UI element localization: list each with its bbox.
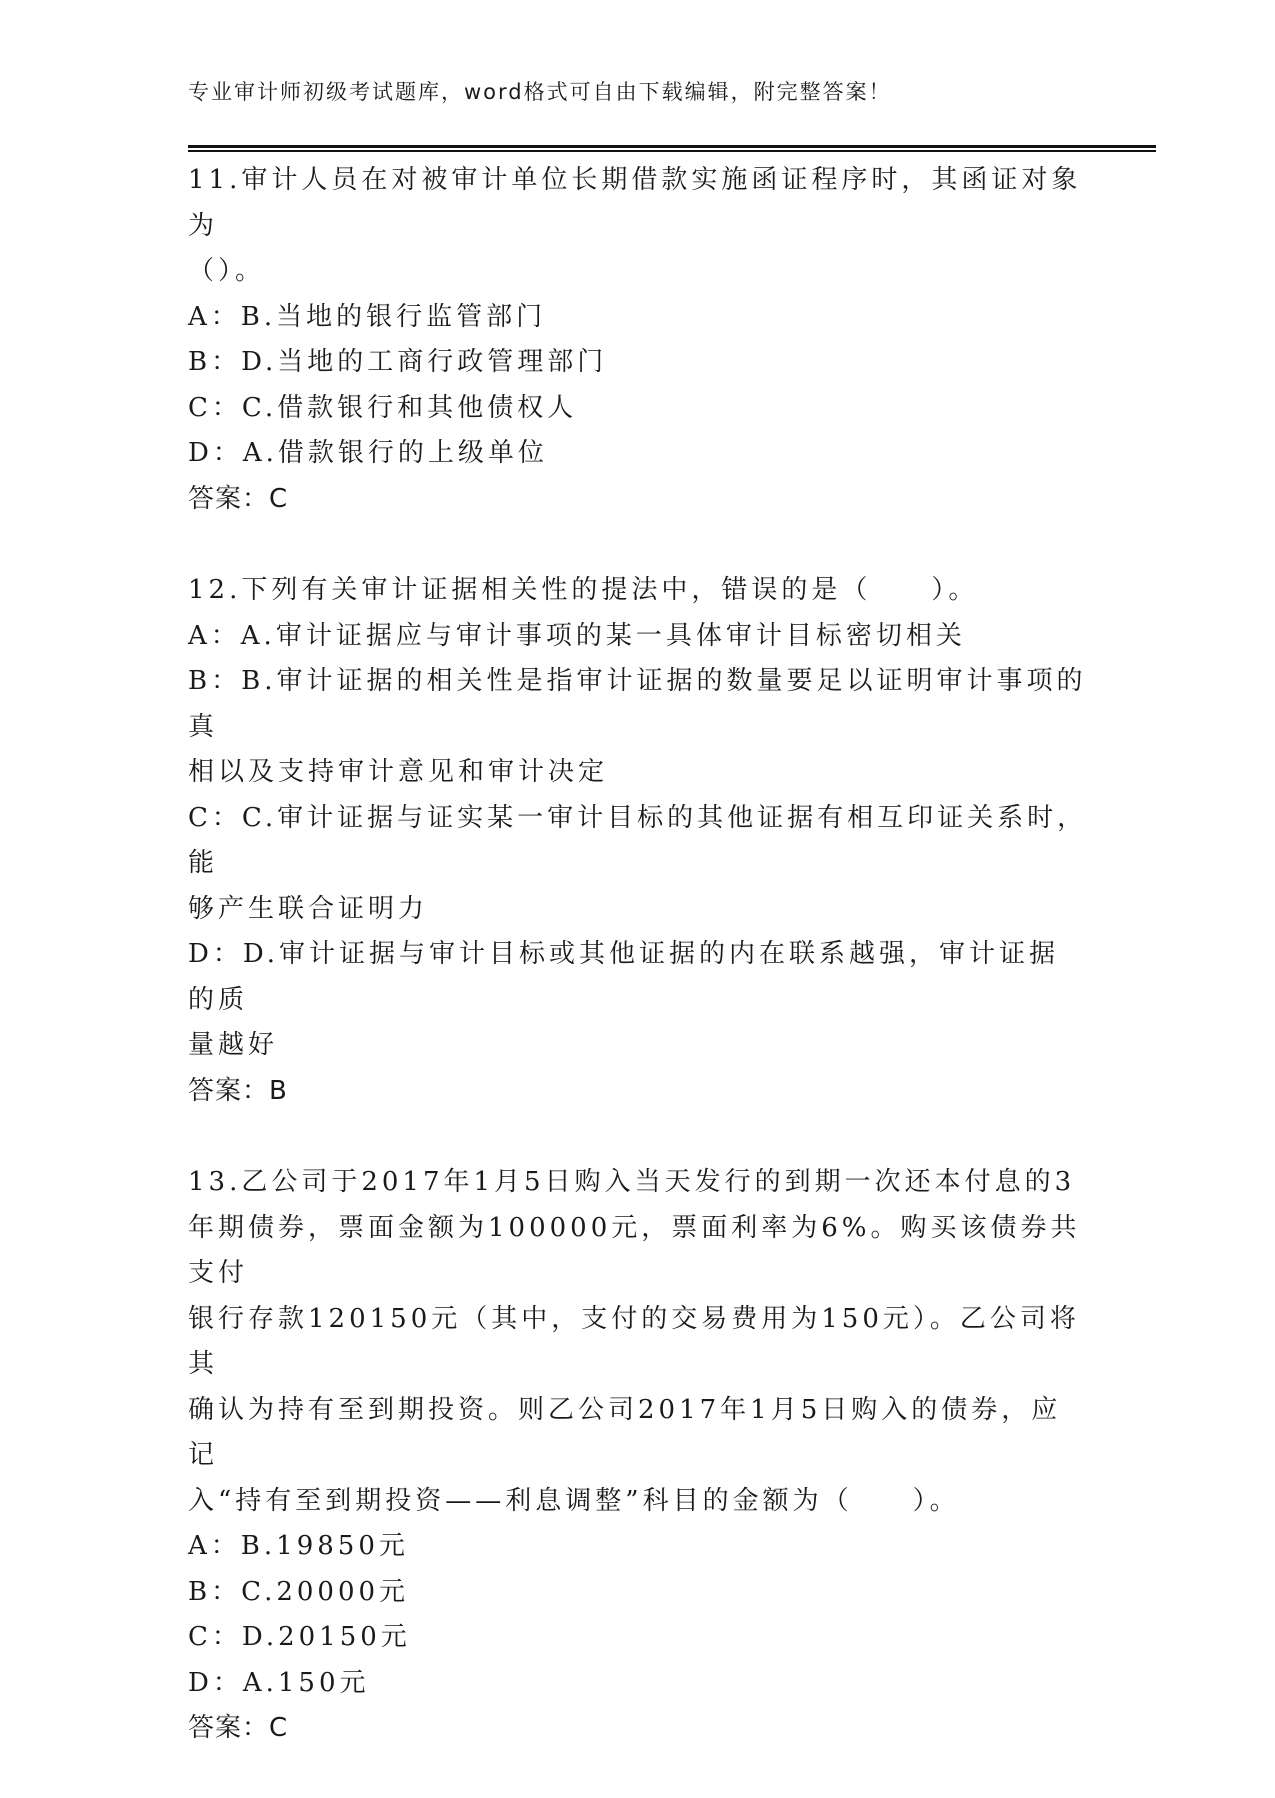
answer: 答案：C [188,483,289,514]
option-d: D：D.审计证据与审计目标或其他证据的内在联系越强，审计证据的质 [188,939,1060,1015]
page-header: 专业审计师初级考试题库，word格式可自由下载编辑，附完整答案！ [188,80,892,104]
option-c: C：C.借款银行和其他债权人 [188,392,578,423]
question-stem: 银行存款120150元（其中，支付的交易费用为150元）。乙公司将其 [188,1303,1080,1379]
question-list [188,158,1088,1798]
header-rule-thick [188,145,1156,148]
option-d: D：A.150元 [188,1667,370,1698]
question-stem: 年期债券，票面金额为100000元，票面利率为6%。购买该债券共支付 [188,1212,1081,1288]
answer: 答案：C [188,1713,289,1743]
option-c: C：D.20150元 [188,1622,411,1652]
header-rule-thin [188,150,1156,152]
option-a: A：B.19850元 [188,1531,409,1561]
option-b: B：B.审计证据的相关性是指审计证据的数量要足以证明审计事项的真 [188,666,1087,742]
question-stem: 13.乙公司于2017年1月5日购入当天发行的到期一次还本付息的3 [188,1167,1076,1197]
option-c: C：C.审计证据与证实某一审计目标的其他证据有相互印证关系时，能 [188,802,1088,878]
option-b: B：C.20000元 [188,1576,410,1607]
question-stem: 12.下列有关审计证据相关性的提法中，错误的是（ ）。 [188,575,979,605]
option-a: A：A.审计证据应与审计事项的某一具体审计目标密切相关 [188,620,966,651]
question-11 [188,158,1088,522]
option-c-continued: 够产生联合证明力 [188,893,429,924]
option-b: B：D.当地的工商行政管理部门 [188,347,608,377]
question-13 [188,1160,1088,1752]
option-b-continued: 相以及支持审计意见和审计决定 [188,757,609,787]
question-stem: （）。 [188,256,266,286]
question-stem: 11.审计人员在对被审计单位长期借款实施函证程序时，其函证对象为 [188,165,1082,241]
option-d-continued: 量越好 [188,1030,279,1060]
option-a: A：B.当地的银行监管部门 [188,301,547,332]
option-d: D：A.借款银行的上级单位 [188,438,548,468]
question-stem: 入“持有至到期投资——利息调整”科目的金额为（ ）。 [188,1485,960,1516]
question-stem: 确认为持有至到期投资。则乙公司2017年1月5日购入的债券，应记 [188,1394,1062,1470]
answer: 答案：B [188,1075,288,1106]
question-12 [188,568,1088,1114]
